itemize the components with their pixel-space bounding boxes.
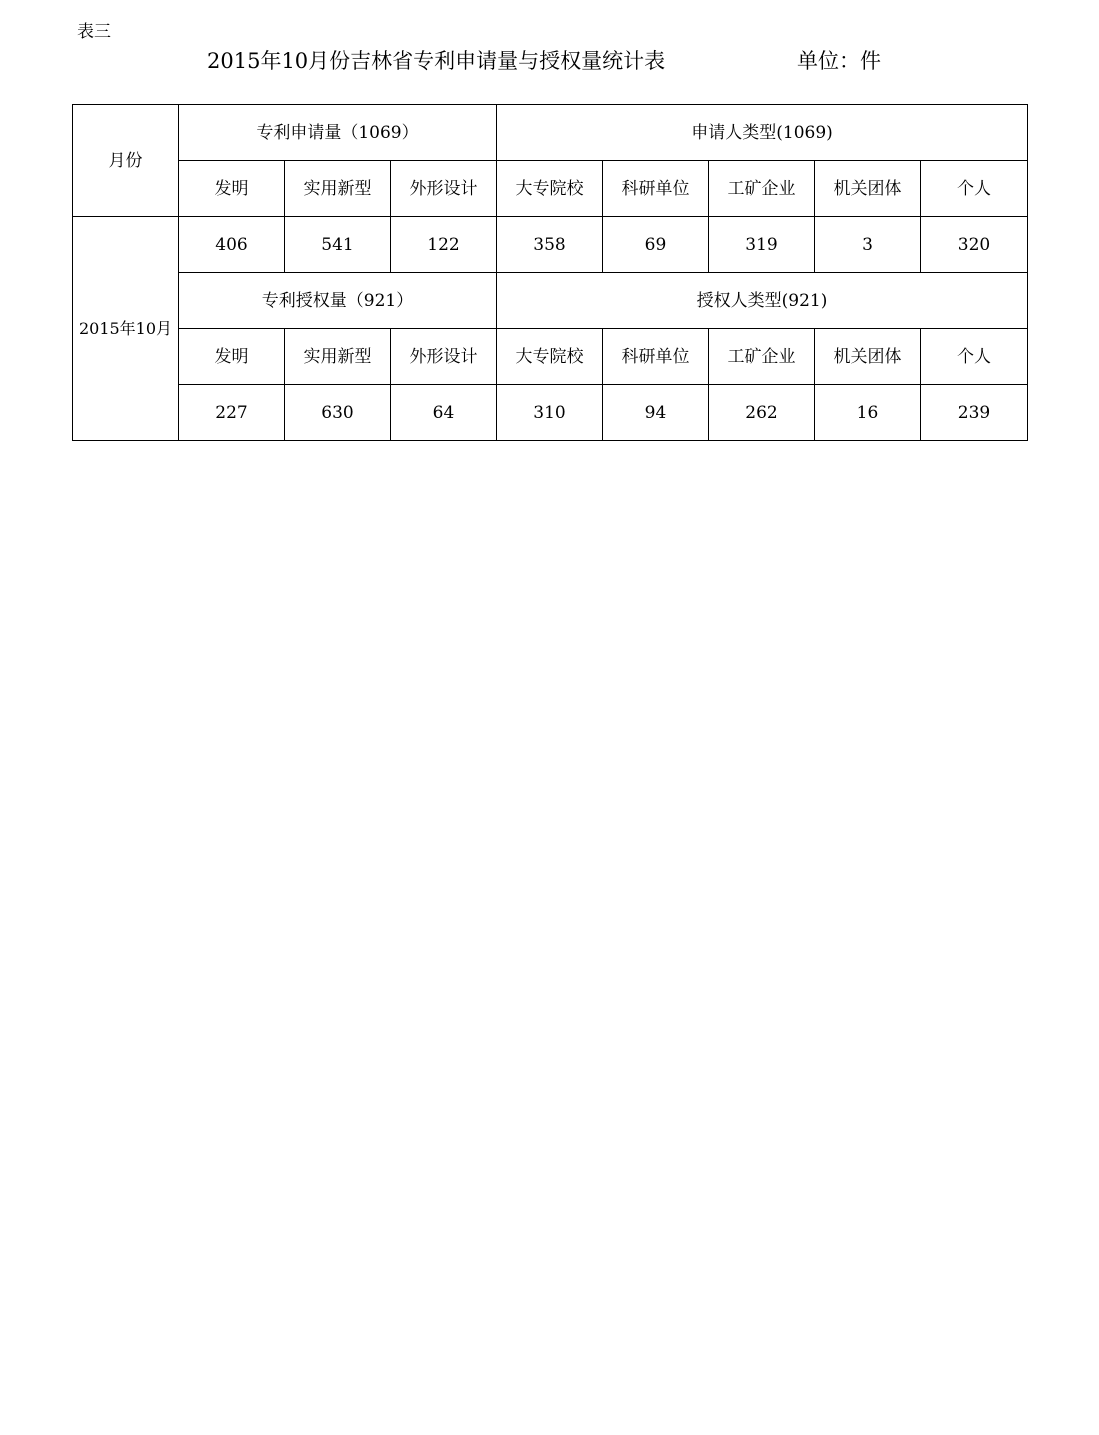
table-cell: 94 [603, 385, 709, 441]
table-cell: 122 [391, 217, 497, 273]
column-header-government-organizations: 机关团体 [815, 161, 921, 217]
table-label: 表三 [77, 22, 111, 42]
table-cell: 630 [285, 385, 391, 441]
table-cell: 319 [709, 217, 815, 273]
grant-header-row [73, 273, 1028, 329]
table-cell: 320 [921, 217, 1028, 273]
column-header-research-institutes: 科研单位 [603, 329, 709, 385]
column-header-utility-model: 实用新型 [285, 161, 391, 217]
column-header-utility-model: 实用新型 [285, 329, 391, 385]
table-cell: 64 [391, 385, 497, 441]
grant-group-header: 专利授权量（921） [179, 273, 497, 329]
table-cell: 16 [815, 385, 921, 441]
column-header-individuals: 个人 [921, 329, 1028, 385]
month-header: 月份 [73, 105, 179, 217]
grant-values-row [73, 385, 1028, 441]
application-group-header: 专利申请量（1069） [179, 105, 497, 161]
application-values-row [73, 217, 1028, 273]
table-cell: 239 [921, 385, 1028, 441]
column-header-individuals: 个人 [921, 161, 1028, 217]
table-cell: 358 [497, 217, 603, 273]
document-title: 2015年10月份吉林省专利申请量与授权量统计表 [207, 49, 666, 73]
column-header-enterprises: 工矿企业 [709, 329, 815, 385]
unit-label: 单位：件 [797, 49, 881, 73]
column-header-government-organizations: 机关团体 [815, 329, 921, 385]
applicant-type-group-header: 申请人类型(1069) [497, 105, 1028, 161]
table-cell: 406 [179, 217, 285, 273]
column-header-universities: 大专院校 [497, 161, 603, 217]
column-header-invention: 发明 [179, 161, 285, 217]
grantee-type-group-header: 授权人类型(921) [497, 273, 1028, 329]
column-header-research-institutes: 科研单位 [603, 161, 709, 217]
application-columns-row [73, 161, 1028, 217]
table-cell: 69 [603, 217, 709, 273]
application-header-row [73, 105, 1028, 161]
month-value: 2015年10月 [73, 217, 179, 441]
column-header-design: 外形设计 [391, 329, 497, 385]
table-cell: 262 [709, 385, 815, 441]
column-header-enterprises: 工矿企业 [709, 161, 815, 217]
grant-columns-row [73, 329, 1028, 385]
table-cell: 310 [497, 385, 603, 441]
table-cell: 227 [179, 385, 285, 441]
column-header-invention: 发明 [179, 329, 285, 385]
patent-statistics-table [72, 104, 1028, 441]
column-header-design: 外形设计 [391, 161, 497, 217]
table-cell: 541 [285, 217, 391, 273]
column-header-universities: 大专院校 [497, 329, 603, 385]
table-cell: 3 [815, 217, 921, 273]
